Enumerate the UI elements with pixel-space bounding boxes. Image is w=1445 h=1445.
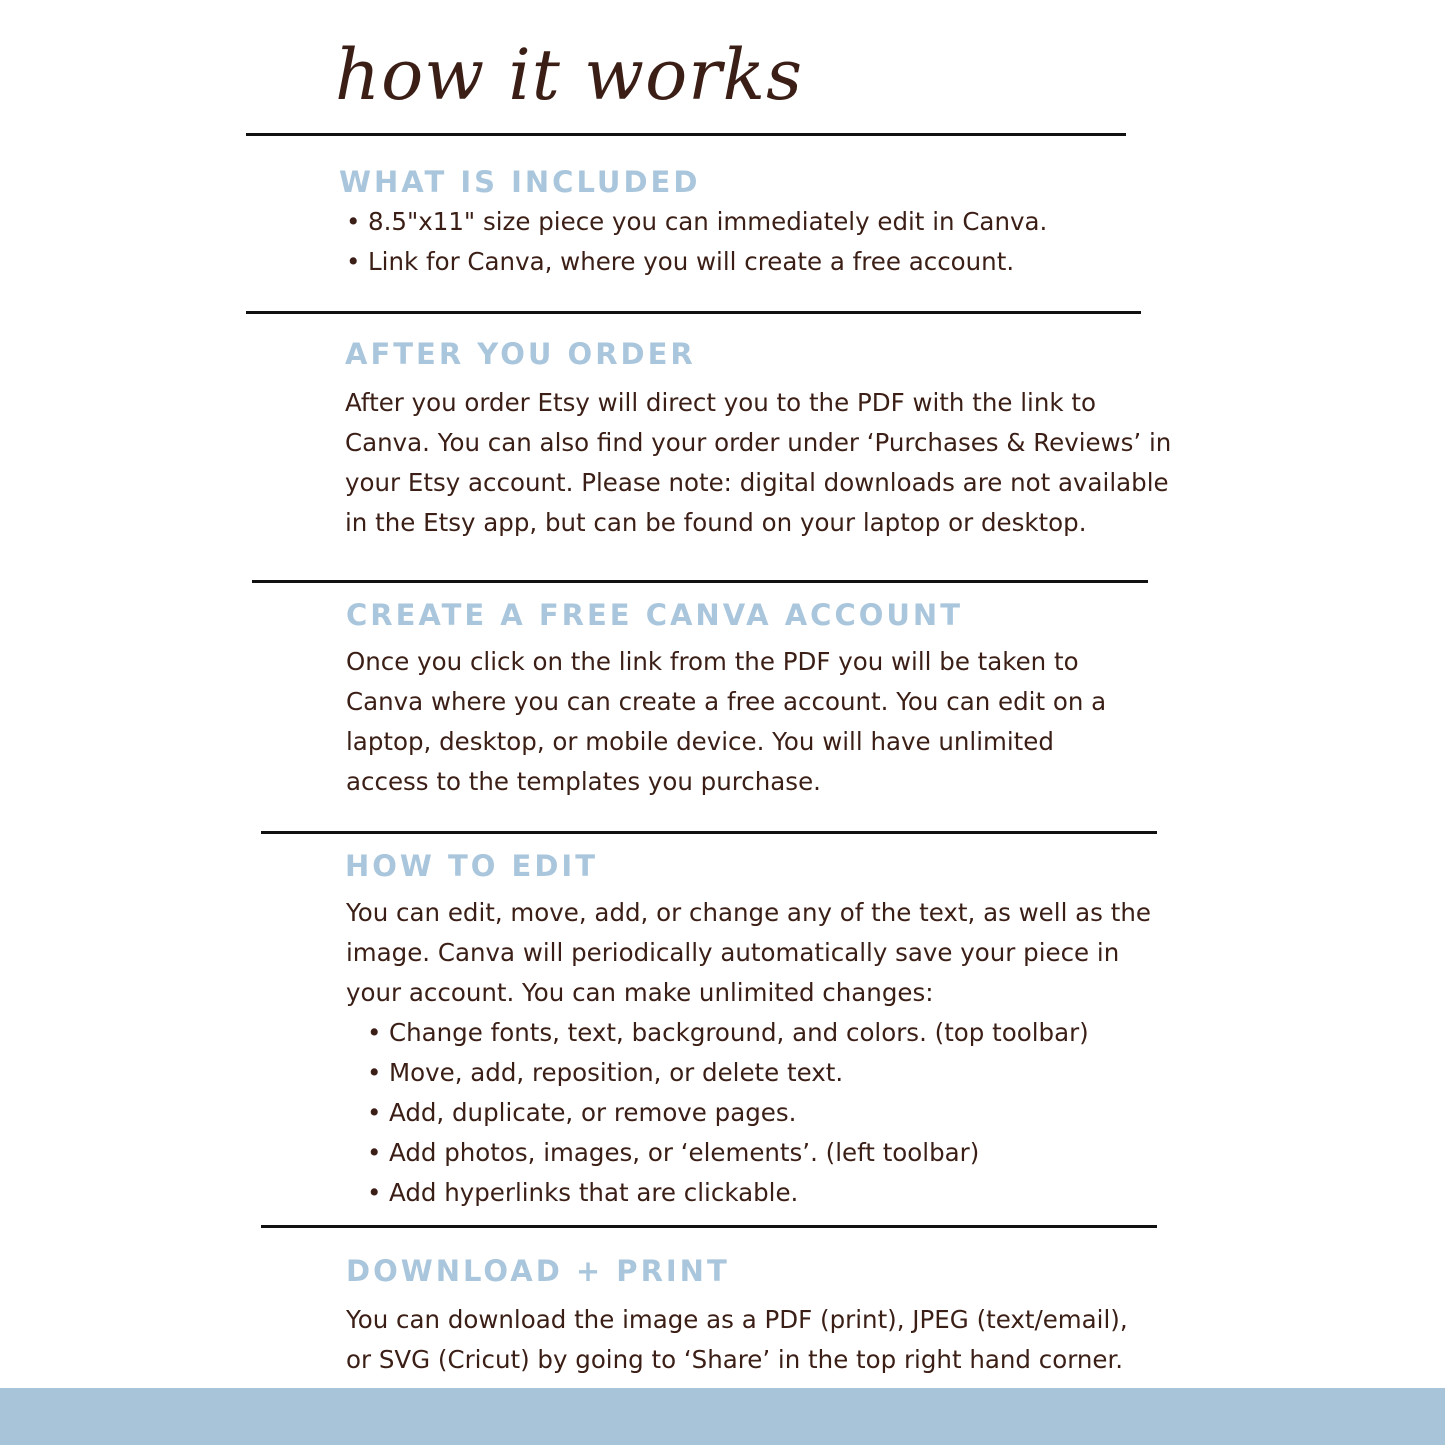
section-heading-how-to-edit: HOW TO EDIT: [345, 849, 598, 883]
section-heading-after-order: AFTER YOU ORDER: [345, 337, 696, 371]
divider: [252, 580, 1148, 583]
how-to-edit-paragraph: You can edit, move, add, or change any of the text, as well as the image. Canva will periodically automatically save your piece in your account. You can make unlimited changes:: [346, 898, 1151, 1007]
divider: [246, 311, 1141, 314]
divider: [261, 1225, 1157, 1228]
section-heading-included: WHAT IS INCLUDED: [339, 165, 701, 199]
bullet-icon: •: [367, 1098, 382, 1127]
divider: [246, 133, 1126, 136]
list-item: • Add hyperlinks that are clickable.: [367, 1173, 1089, 1213]
list-item: • Add, duplicate, or remove pages.: [367, 1093, 1089, 1133]
list-item: • Add photos, images, or ‘elements’. (left toolbar): [367, 1133, 1089, 1173]
divider: [261, 831, 1157, 834]
included-list: [346, 202, 1047, 282]
download-paragraph: You can download the image as a PDF (print), JPEG (text/email), or SVG (Cricut) by going to ‘Share’ in the top right hand corner.: [346, 1305, 1128, 1374]
page-title: how it works: [335, 34, 804, 116]
list-item: • Move, add, reposition, or delete text.: [367, 1053, 1089, 1093]
bullet-icon: •: [346, 247, 361, 276]
after-order-paragraph: After you order Etsy will direct you to the PDF with the link to Canva. You can also find your order under ‘Purchases & Reviews’ in your Etsy account. Please note: digital downloads are not available in the Etsy app, but can be found on your laptop or desktop.: [345, 388, 1172, 537]
how-to-edit-list: [367, 1013, 1089, 1213]
list-item: • Link for Canva, where you will create a free account.: [346, 242, 1047, 282]
list-item: • Change fonts, text, background, and colors. (top toolbar): [367, 1013, 1089, 1053]
list-item: • 8.5"x11" size piece you can immediately edit in Canva.: [346, 202, 1047, 242]
create-account-paragraph: Once you click on the link from the PDF you will be taken to Canva where you can create a free account. You can edit on a laptop, desktop, or mobile device. You will have unlimited access to the templates you purchase.: [346, 647, 1107, 796]
bullet-icon: •: [367, 1178, 382, 1207]
bullet-icon: •: [346, 207, 361, 236]
footer-band: [0, 1388, 1445, 1445]
bullet-icon: •: [367, 1018, 382, 1047]
bullet-icon: •: [367, 1058, 382, 1087]
bullet-icon: •: [367, 1138, 382, 1167]
section-heading-create-account: CREATE A FREE CANVA ACCOUNT: [346, 598, 963, 632]
section-heading-download: DOWNLOAD + PRINT: [346, 1254, 730, 1288]
